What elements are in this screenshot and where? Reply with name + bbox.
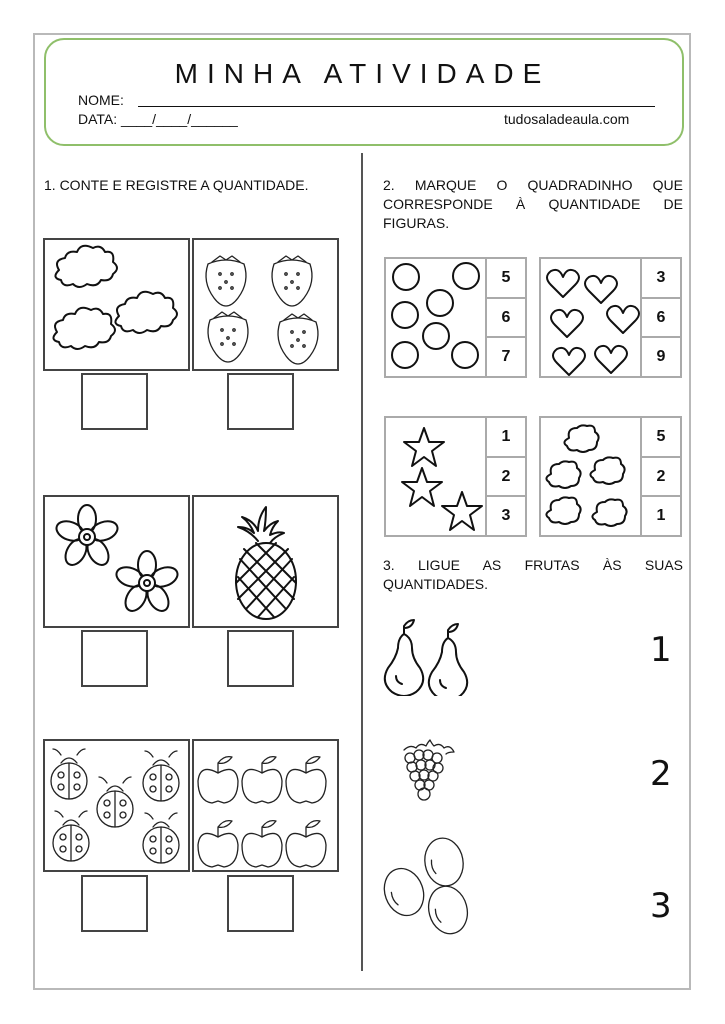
ladybugs-icon <box>45 741 188 870</box>
blobs-option-2[interactable]: 2 <box>642 458 680 498</box>
apples-icon <box>194 741 337 870</box>
blobs-option-1[interactable]: 5 <box>642 418 680 458</box>
hearts-choice-box <box>539 257 682 378</box>
section1-title: 1. CONTE E REGISTRE A QUANTIDADE. <box>44 177 309 193</box>
hearts-option-1[interactable]: 3 <box>642 259 680 299</box>
circles-option-1[interactable]: 5 <box>487 259 525 299</box>
stars-choice-box <box>384 416 527 537</box>
strawberries-answer-box[interactable] <box>227 373 294 430</box>
ladybugs-answer-box[interactable] <box>81 875 148 932</box>
flowers-icon <box>45 497 188 626</box>
page-title: MINHA ATIVIDADE <box>174 58 551 89</box>
blobs-choice-box <box>539 416 682 537</box>
hearts-option-3[interactable]: 9 <box>656 348 666 366</box>
match-number-3[interactable]: 3 <box>650 886 672 926</box>
site-url: tudosaladeaula.com <box>504 111 630 127</box>
stars-options <box>485 418 525 535</box>
flowers-picture-box <box>43 495 190 628</box>
match-number-2[interactable]: 2 <box>650 754 672 794</box>
blobs-icon <box>541 418 642 535</box>
strawberries-picture-box <box>192 238 339 371</box>
flowers-answer-box[interactable] <box>81 630 148 687</box>
circles-options <box>485 259 525 376</box>
apples-answer-box[interactable] <box>227 875 294 932</box>
pineapple-answer-box[interactable] <box>227 630 294 687</box>
name-input-line[interactable] <box>138 106 655 107</box>
pineapple-picture-box <box>192 495 339 628</box>
date-field[interactable]: DATA: ____/____/______ <box>78 111 238 127</box>
circles-icon <box>386 259 487 376</box>
clouds-answer-box[interactable] <box>81 373 148 430</box>
section2-title: 2. MARQUE O QUADRADINHO QUE CORRESPONDE À QUANTIDADE DE FIGURAS. <box>383 177 683 231</box>
circles-option-2[interactable]: 6 <box>487 299 525 339</box>
pears-icon[interactable] <box>382 614 472 696</box>
stars-option-1[interactable]: 1 <box>487 418 525 458</box>
circles-choice-box <box>384 257 527 378</box>
apples-picture-box <box>192 739 339 872</box>
ladybugs-picture-box <box>43 739 190 872</box>
hearts-option-2[interactable]: 6 <box>642 299 680 339</box>
stars-icon <box>386 418 487 535</box>
header-box <box>44 38 684 146</box>
grapes-icon[interactable] <box>400 738 456 804</box>
lemons-icon[interactable] <box>382 830 482 935</box>
stars-option-2[interactable]: 2 <box>487 458 525 498</box>
circles-option-3[interactable]: 7 <box>501 348 511 366</box>
clouds-picture-box <box>43 238 190 371</box>
match-number-1[interactable]: 1 <box>650 630 672 670</box>
hearts-icon <box>541 259 642 376</box>
stars-option-3[interactable]: 3 <box>501 507 511 525</box>
column-divider <box>361 153 363 971</box>
hearts-options <box>640 259 680 376</box>
blobs-options <box>640 418 680 535</box>
pineapple-icon <box>194 497 337 626</box>
strawberries-icon <box>194 240 337 369</box>
section3-title: 3. LIGUE AS FRUTAS ÀS SUAS QUANTIDADES. <box>383 557 683 592</box>
name-label: NOME: <box>78 92 124 108</box>
blobs-option-3[interactable]: 1 <box>656 507 666 525</box>
clouds-icon <box>45 240 188 369</box>
